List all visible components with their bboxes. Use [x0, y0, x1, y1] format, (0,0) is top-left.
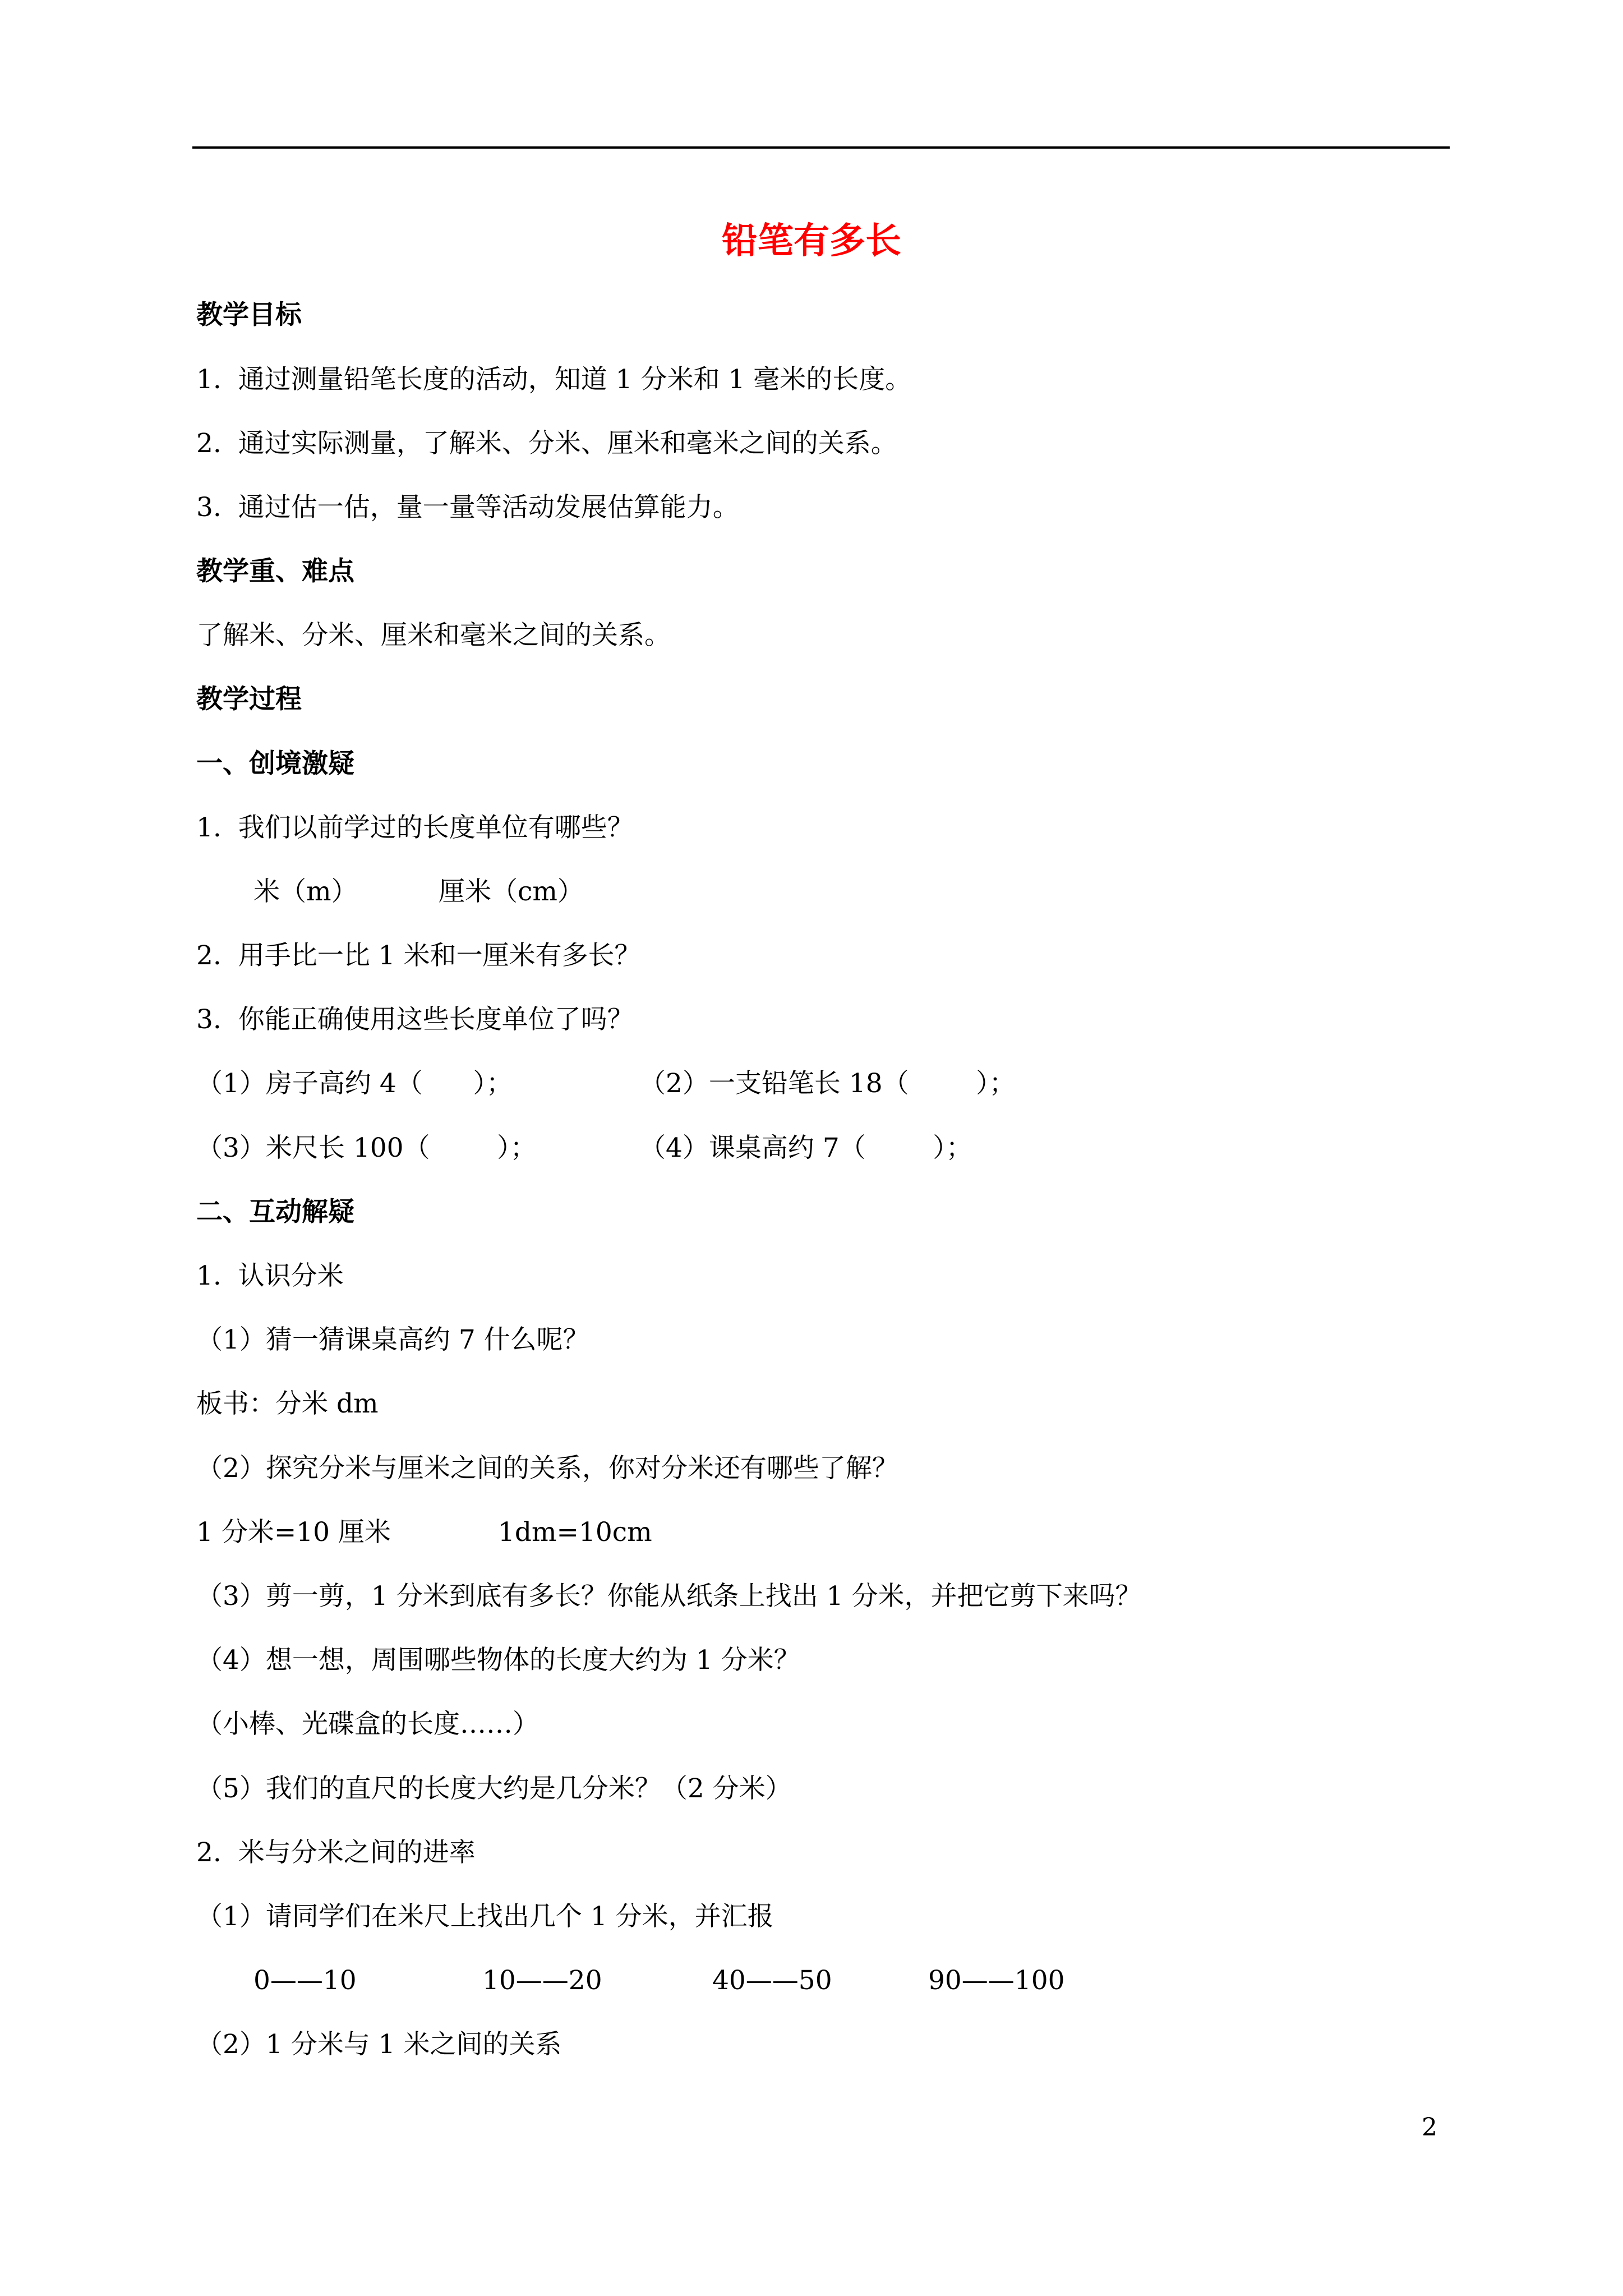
section-heading-teaching-goals: 教学目标	[196, 300, 302, 330]
goal-item-1: 1. 通过测量铅笔长度的活动，知道 1 分米和 1 毫米的长度。	[196, 364, 912, 395]
unit-meter: 米（m）	[253, 876, 358, 907]
question-1: 1. 我们以前学过的长度单位有哪些？	[196, 812, 634, 843]
subsection-heading-1: 一、创境激疑	[196, 748, 354, 779]
rate-step-1: （1）请同学们在米尺上找出几个 1 分米，并汇报	[196, 1901, 774, 1932]
range-40-50: 40——50	[712, 1965, 832, 1996]
goal-item-2: 2. 通过实际测量，了解米、分米、厘米和毫米之间的关系。	[196, 428, 897, 459]
item-know-decimeter: 1. 认识分米	[196, 1260, 344, 1291]
question-2: 2. 用手比一比 1 米和一厘米有多长？	[196, 940, 641, 971]
exercise-3: （3）米尺长 100（ ）；	[196, 1133, 537, 1163]
goal-item-3: 3. 通过估一估，量一量等活动发展估算能力。	[196, 492, 739, 523]
header-rule	[192, 146, 1450, 149]
rate-step-2: （2）1 分米与 1 米之间的关系	[196, 2029, 562, 2060]
exercise-2: （2）一支铅笔长 18（ ）；	[639, 1068, 1016, 1099]
board-writing: 板书：分米 dm	[196, 1388, 379, 1419]
item-meter-decimeter-rate: 2. 米与分米之间的进率	[196, 1837, 476, 1868]
subsection-heading-2: 二、互动解疑	[196, 1197, 354, 1227]
step-4: （4）想一想，周围哪些物体的长度大约为 1 分米？	[196, 1645, 800, 1676]
section-heading-key-points: 教学重、难点	[196, 556, 354, 587]
unit-centimeter: 厘米（cm）	[439, 876, 584, 907]
range-0-10: 0——10	[253, 1965, 357, 1996]
equation-chinese: 1 分米=10 厘米	[196, 1517, 391, 1548]
exercise-1: （1）房子高约 4（ ）；	[196, 1068, 513, 1099]
range-10-20: 10——20	[482, 1965, 602, 1996]
page-number: 2	[1422, 2113, 1437, 2142]
examples-note: （小棒、光碟盒的长度……）	[196, 1709, 539, 1740]
section-heading-process: 教学过程	[196, 684, 302, 715]
question-3: 3. 你能正确使用这些长度单位了吗？	[196, 1004, 634, 1035]
key-points-text: 了解米、分米、厘米和毫米之间的关系。	[196, 620, 671, 651]
document-title: 铅笔有多长	[722, 220, 901, 262]
step-5: （5）我们的直尺的长度大约是几分米？（2 分米）	[196, 1773, 792, 1804]
step-2: （2）探究分米与厘米之间的关系，你对分米还有哪些了解？	[196, 1453, 898, 1484]
step-1: （1）猜一猜课桌高约 7 什么呢？	[196, 1324, 589, 1355]
step-3: （3）剪一剪，1 分米到底有多长？你能从纸条上找出 1 分米，并把它剪下来吗？	[196, 1581, 1142, 1612]
exercise-4: （4）课桌高约 7（ ）；	[639, 1133, 972, 1163]
equation-symbols: 1dm=10cm	[498, 1517, 652, 1548]
range-90-100: 90——100	[928, 1965, 1065, 1996]
